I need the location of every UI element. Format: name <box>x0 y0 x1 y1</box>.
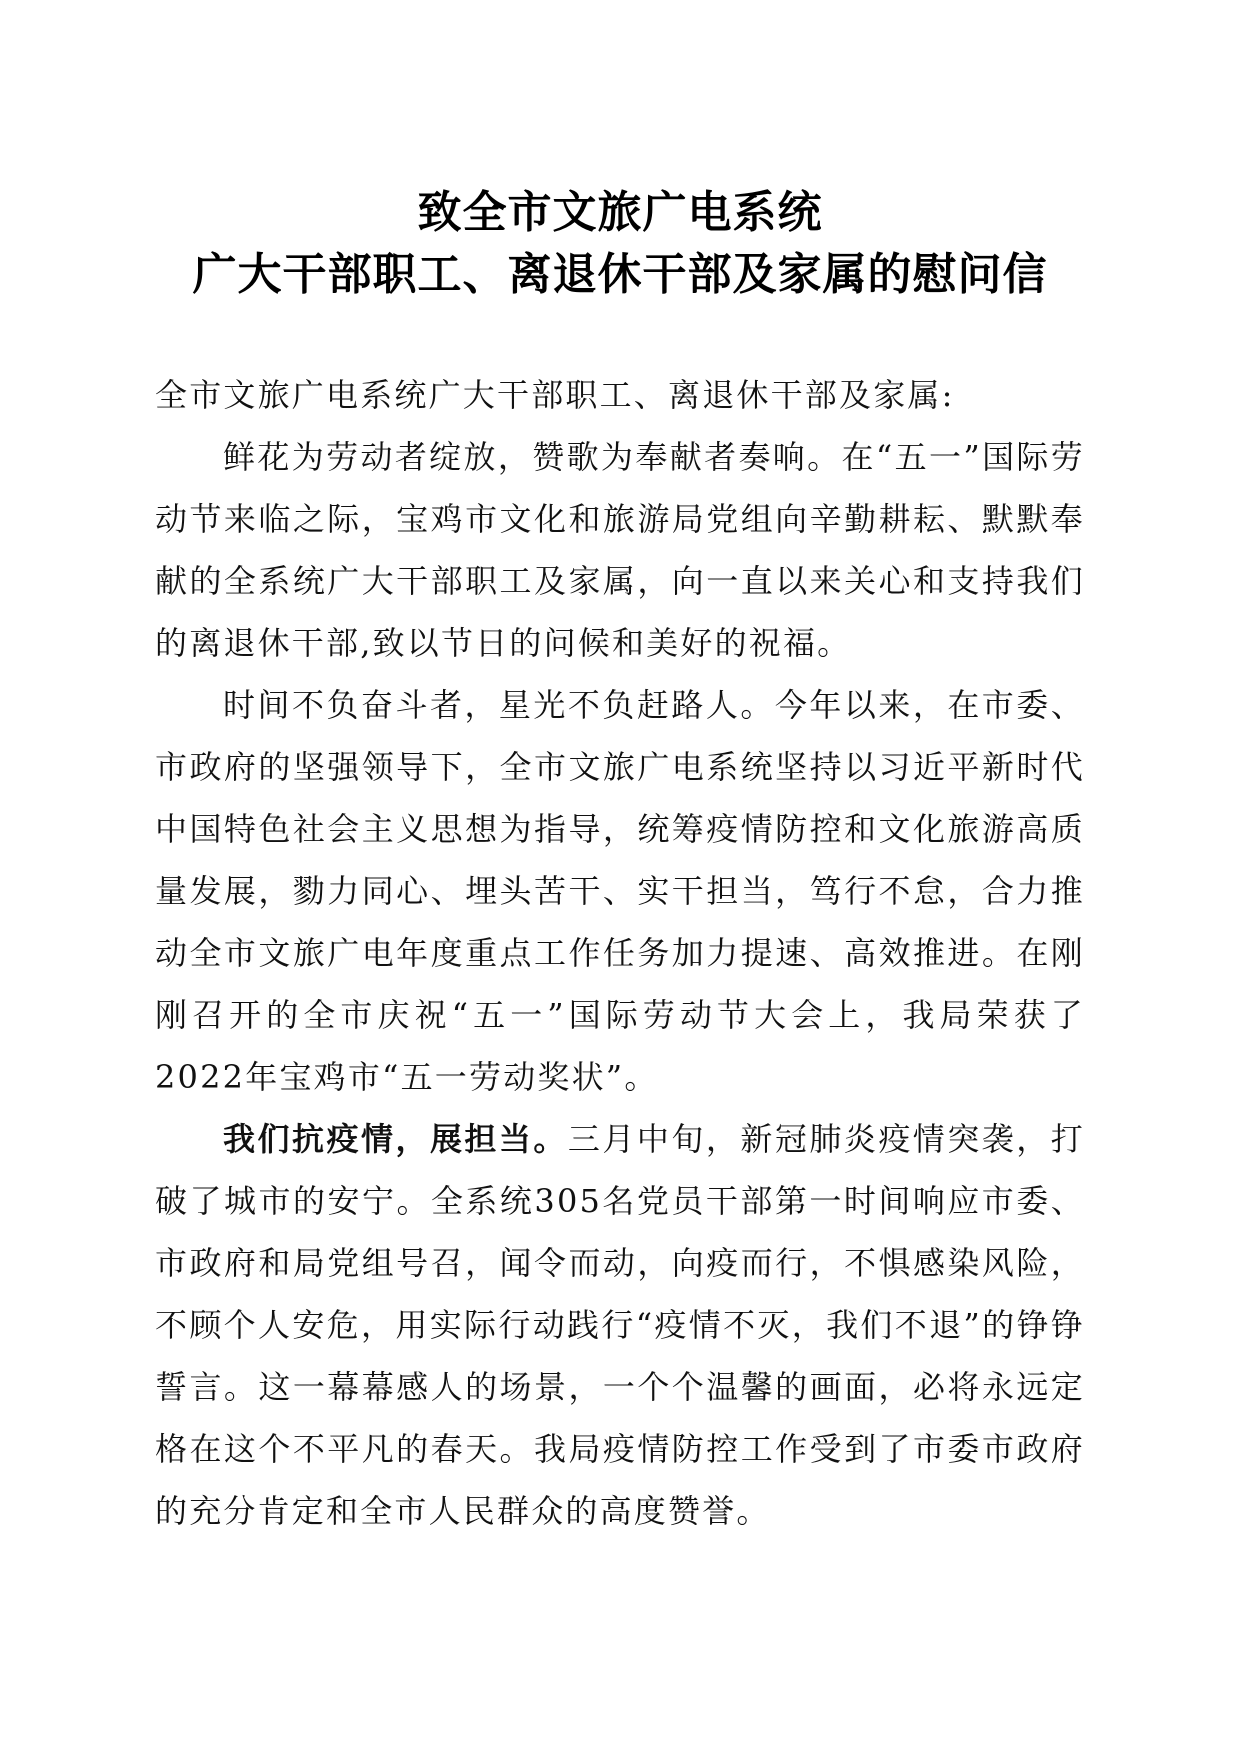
letter-body <box>155 364 1085 1542</box>
title-line-2: 广大干部职工、离退休干部及家属的慰问信 <box>192 249 1048 300</box>
paragraph-achievements: 时间不负奋斗者，星光不负赶路人。今年以来，在市委、市政府的坚强领导下，全市文旅广电系统坚持以习近平新时代中国特色社会主义思想为指导，统筹疫情防控和文化旅游高质量发展，勠力同心、埋头苦干、实干担当，笃行不怠，合力推动全市文旅广电年度重点工作任务加力提速、高效推进。在刚刚召开的全市庆祝“五一”国际劳动节大会上，我局荣获了2022年宝鸡市“五一劳动奖状”。 <box>155 686 1085 1096</box>
paragraph-greeting: 鲜花为劳动者绽放，赞歌为奉献者奏响。在“五一”国际劳动节来临之际，宝鸡市文化和旅游局党组向辛勤耕耘、默默奉献的全系统广大干部职工及家属，向一直以来关心和支持我们的离退休干部,致以节日的问候和美好的祝福。 <box>155 438 1085 662</box>
paragraph-pandemic <box>155 1108 1085 1542</box>
letter-title <box>0 182 1240 306</box>
salutation: 全市文旅广电系统广大干部职工、离退休干部及家属: <box>155 376 955 414</box>
title-line-1: 致全市文旅广电系统 <box>417 187 823 238</box>
paragraph-pandemic-text: 三月中旬，新冠肺炎疫情突袭，打破了城市的安宁。全系统305名党员干部第一时间响应市委、市政府和局党组号召，闻令而动，向疫而行，不惧感染风险，不顾个人安危，用实际行动践行“疫情不灭，我们不退”的铮铮誓言。这一幕幕感人的场景，一个个温馨的画面，必将永远定格在这个不平凡的春天。我局疫情防控工作受到了市委市政府的充分肯定和全市人民群众的高度赞誉。 <box>155 1120 1085 1530</box>
paragraph-pandemic-heading: 我们抗疫情，展担当。 <box>223 1120 568 1158</box>
